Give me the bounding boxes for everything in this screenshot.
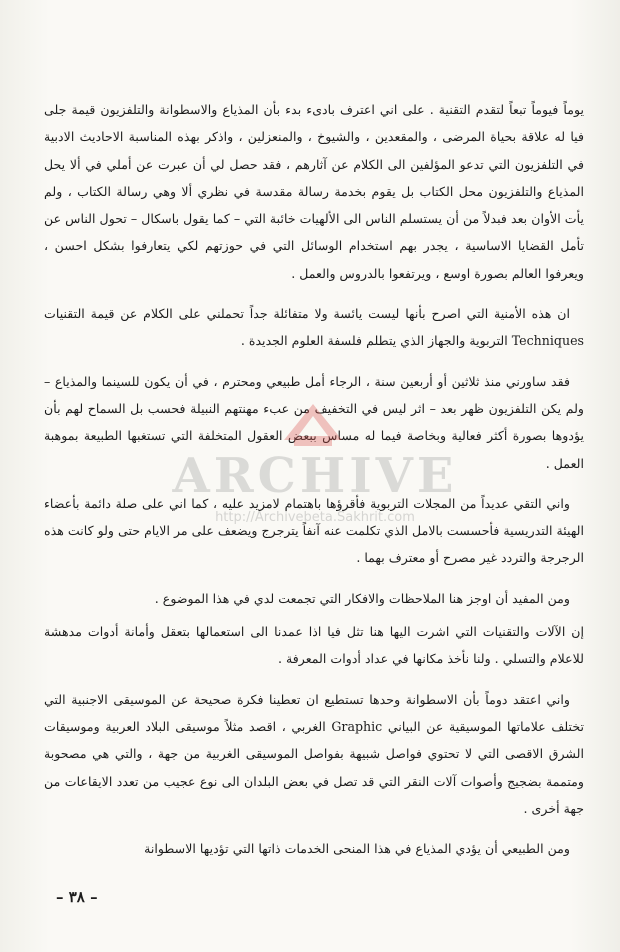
paragraph-3: فقد ساورني منذ ثلاثين أو أربعين سنة ، الرجاء أمل طبيعي ومحترم ، في أن يكون للسينما والمذياع – ولم يكن التلفزيون ظهر بعد – اثر ليس في التخفيف من عبء مهنتهم النبيلة فحسب بل السماح لهم بأن يؤدوها بصورة أكثر فعالية وبخاصة فيما له مساس ببعض العقول المتخلفة التي تستغبها الطبيعة بموهبة العمل . (44, 373, 584, 471)
paragraph-5: ومن المفيد أن اوجز هنا الملاحظات والافكار التي تجمعت لدي في هذا الموضوع . (154, 590, 570, 606)
page-number: – ٣٨ – (56, 888, 98, 906)
paragraph-4: واني التقي عديداً من المجلات التربوية فأقرؤها باهتمام لامزيد عليه ، كما اني على صلة دائمة بأعضاء الهيئة التدريسية فأحسست بالامل الذي تكلمت عنه آنفاً يترجرج ويضعف على مر الايام حتى ولو كانت هذه الرجرجة والتردد غير مصرح أو معترف بهما . (44, 495, 584, 566)
article-body (44, 96, 584, 862)
paragraph-2: ان هذه الأمنية التي اصرح بأنها ليست يائسة ولا متفائلة جداً تحملني على الكلام عن قيمة التقنيات Techniques التربوية والجهاز الذي يتطلم فلسفة العلوم الجديدة . (44, 306, 584, 349)
paragraph-7: واني اعتقد دوماً بأن الاسطوانة وحدها تستطيع ان تعطينا فكرة صحيحة عن الموسيقى الاجنبية التي تختلف علاماتها الموسيقية عن البياني Graphic الغربي ، اقصد مثلاً موسيقى البلاد العربية وموسيقات الشرق الاقصى التي لا تحتوي فواصل شبيهة بفواصل الموسيقى الغربية من جهة ، والتي هي مصحوبة ومتممة بضجيج وأصوات آلات النقر التي قد تصل في بعض البلدان الى نوع عجيب من تعدد الايقاعات من جهة أخرى . (44, 691, 584, 816)
paragraph-8: ومن الطبيعي أن يؤدي المذياع في هذا المنحى الخدمات ذاتها التي تؤديها الاسطوانة (144, 841, 570, 857)
paragraph-1: يوماً فيوماً تبعاً لتقدم التقنية . على اني اعترف بادىء بدء بأن المذياع والاسطوانة والتلفزيون قيمة جلى فيا له علاقة بحياة المرضى ، والمقعدين ، والشيوخ ، والمنعزلين ، واذكر بهذه المناسبة الاحاديث الادبية في التلفزيون التي تدعو المؤلفين الى الكلام عن آثارهم ، فقد حصل لي أن عبرت عن أملي في ألا يحل المذياع والتلفزيون محل الكتاب بل يقوم بخدمة رسالة مقدسة في نظري ألا وهي رسالة الكتاب ، ولم يأت الأوان بعد فبدلاً من أن يستسلم الناس الى الألهيات خائبة التي – كما يقول باسكال – تحول الناس عن تأمل القضايا الاساسية ، يجدر بهم استخدام الوسائل التي في حوزتهم لكي يتعارفوا بشكل احسن ، ويعرفوا العالم بصورة اوسع ، ويرتفعوا بالدروس والعمل . (44, 102, 584, 281)
paragraph-6: إن الآلات والتقنيات التي اشرت اليها هنا تثل فيا اذا عمدنا الى استعمالها بتعقل وأمانة أدوات مدهشة للاعلام والتسلي . ولنا نأخذ مكانها في عداد أدوات المعرفة . (44, 624, 584, 667)
watermark-url: http://Archivebeta.Sakhrit.com (215, 510, 415, 525)
watermark-title: ARCHIVE (172, 448, 458, 504)
